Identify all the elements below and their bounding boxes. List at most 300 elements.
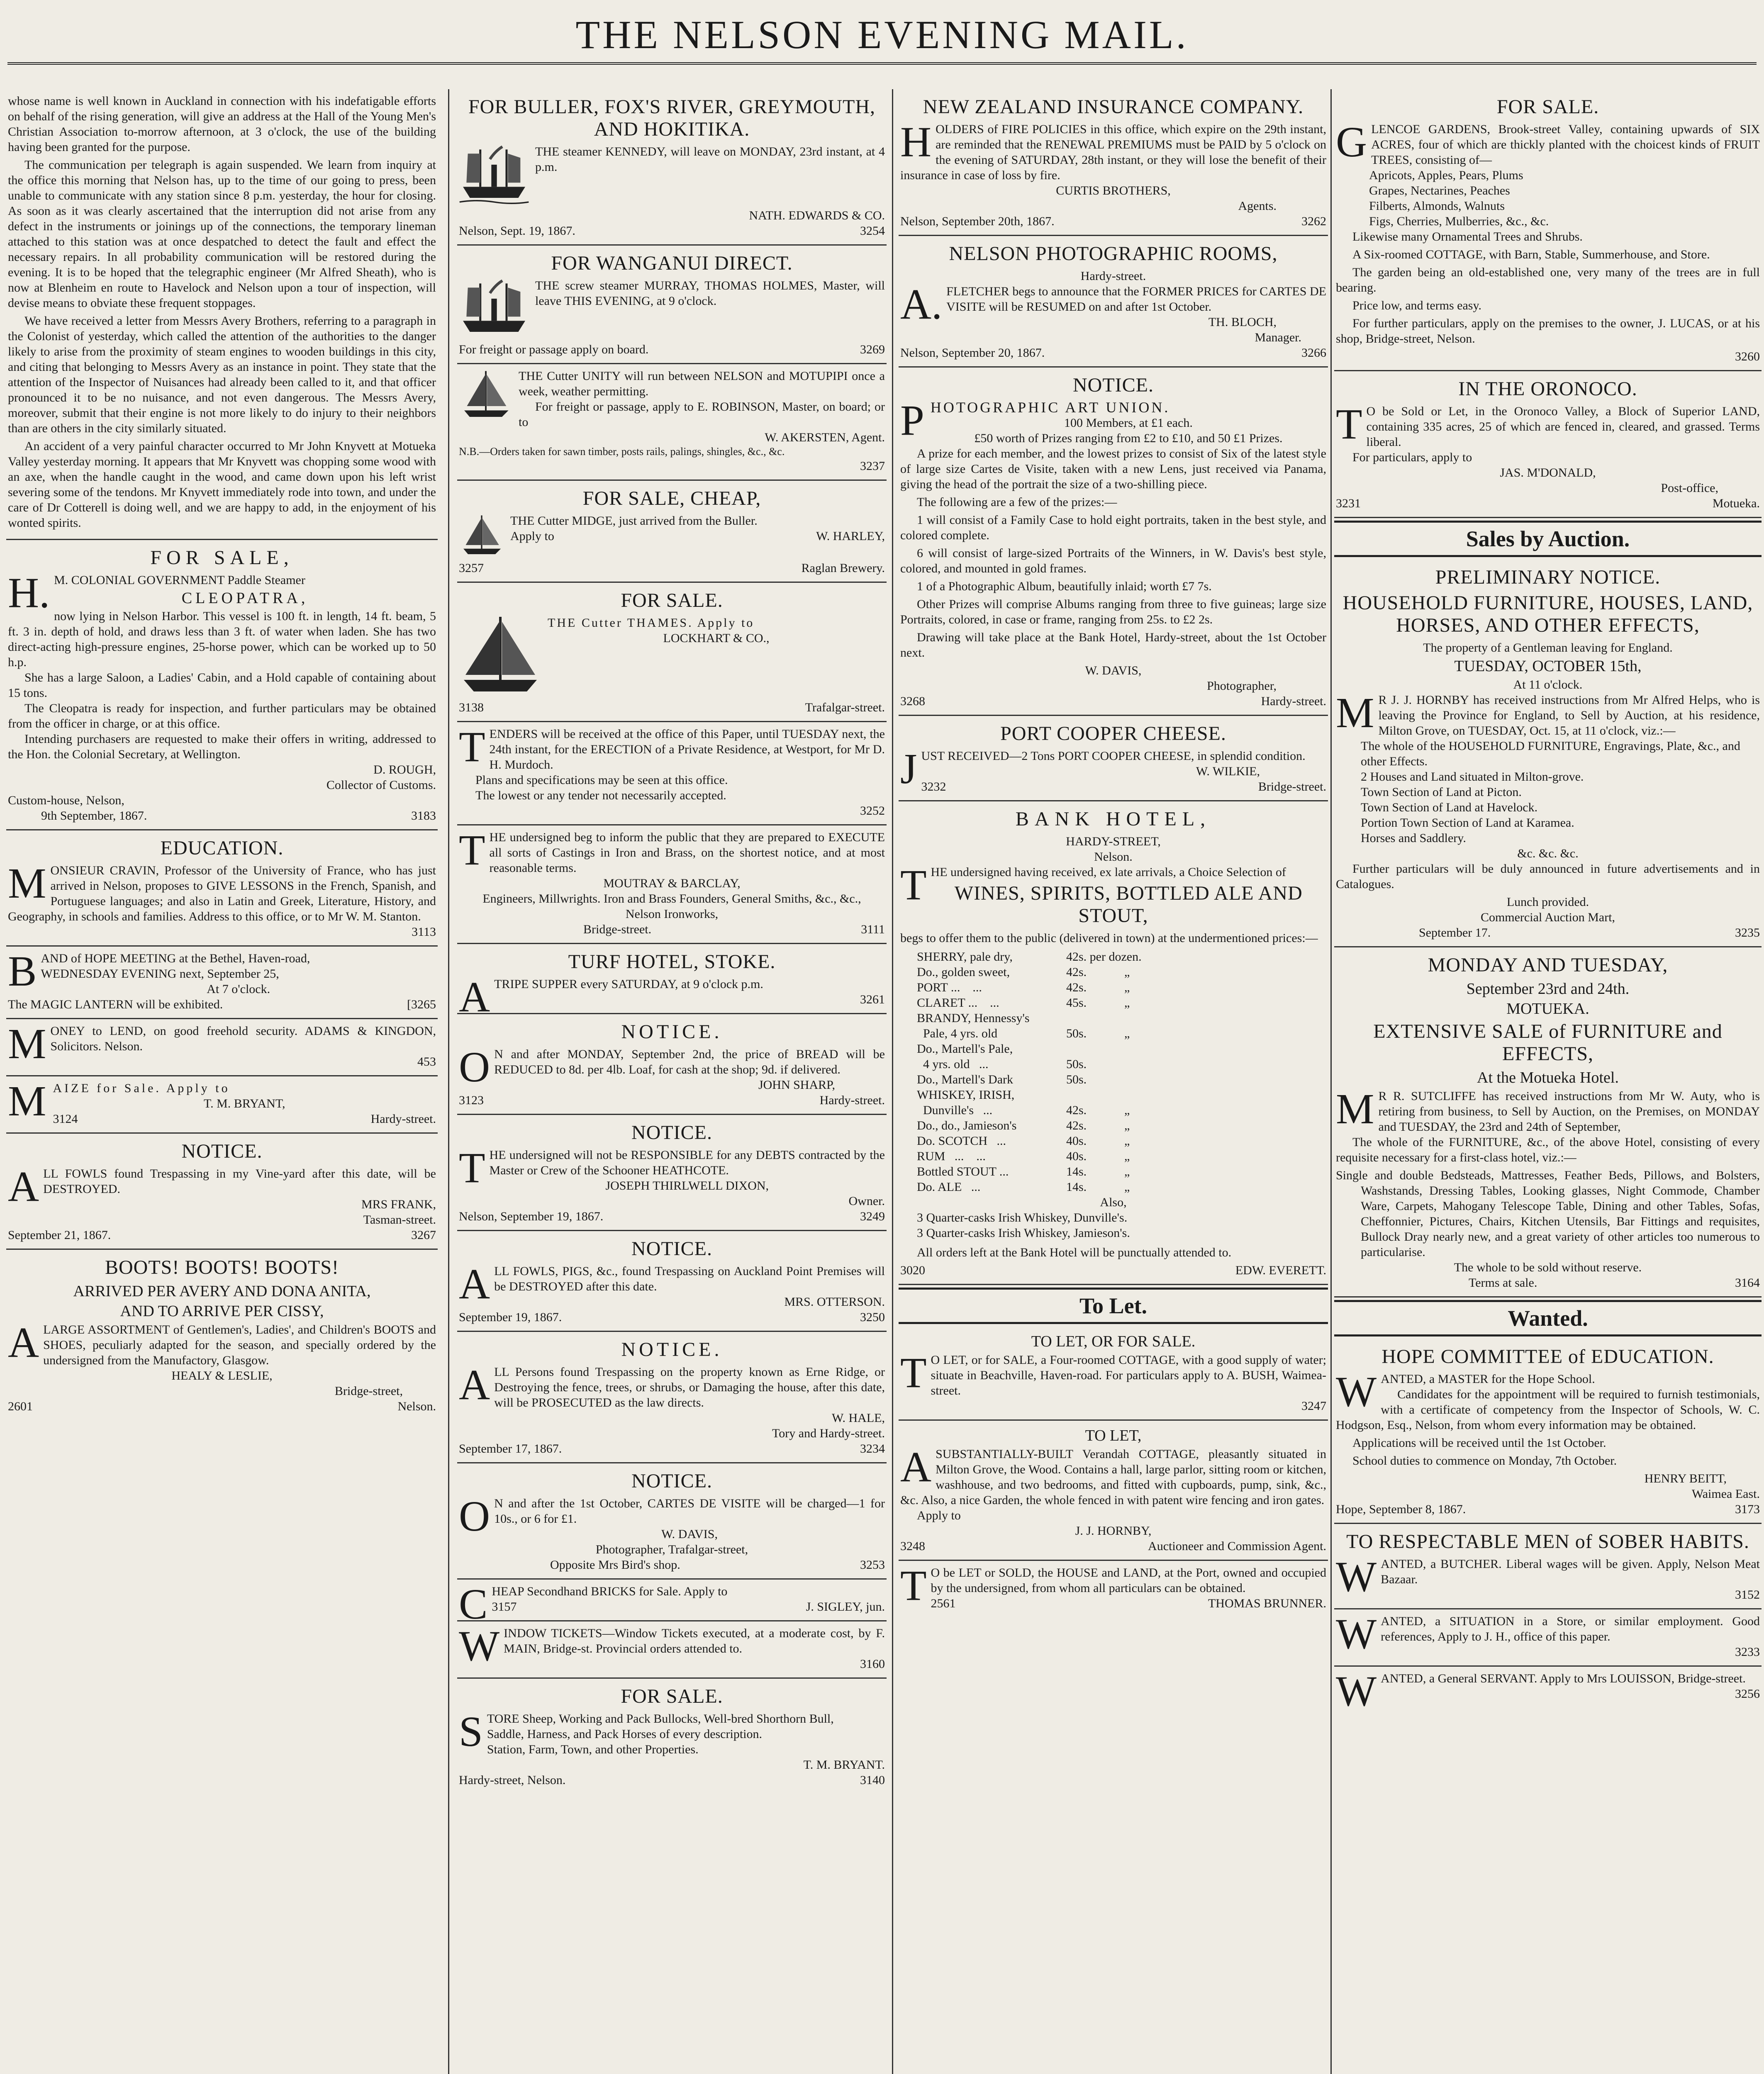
price-list-name: Do. SCOTCH ...	[917, 1134, 1006, 1148]
ad-bread	[457, 1014, 887, 1115]
ad-cartes	[457, 1463, 887, 1580]
ad-title: NEW ZEALAND INSURANCE COMPANY.	[923, 96, 1304, 118]
price-list-row	[917, 1118, 1326, 1133]
ad-title: HOPE COMMITTEE of EDUCATION.	[1381, 1346, 1714, 1368]
ad-signature: Nelson Ironworks,	[625, 907, 719, 921]
ad-body: WINDOW TICKETS—Window Tickets executed, at a moderate cost, by F. MAIN, Bridge-st. Provincial orders attended to.	[459, 1622, 885, 1670]
ad-body: ON and after the 1st October, CARTES DE VISITE will be charged—1 for 10s., or 6 for £1.	[459, 1492, 885, 1540]
ad-body: For freight or passage apply on board.	[459, 343, 649, 356]
ad-money	[6, 1019, 438, 1076]
ad-body: 1 of a Photographic Album, beautifully inlaid; worth £7 7s.	[917, 579, 1212, 593]
ad-body: ON and after MONDAY, September 2nd, the price of BREAD will be REDUCED to 8d. per 4lb. Loaf, for cash at the shop; 9d. if delivered.	[459, 1043, 885, 1091]
ad-number: 3248	[900, 1539, 925, 1553]
section-heading-to-let: To Let.	[899, 1288, 1328, 1324]
price-list-price	[1066, 1010, 1124, 1026]
ad-body: STORE Sheep, Working and Pack Bullocks, Well-bred Shorthorn Bull,	[459, 1708, 834, 1755]
ad-body: ATRIPE SUPPER every SATURDAY, at 9 o'clock p.m.	[459, 973, 763, 1021]
ad-body: A prize for each member, and the lowest prizes to consist of Six of the latest style of large size Cartes de Visite, taken with a new Lens, just received via Panama, giving the head of the portrait the size of a two-shilling piece.	[900, 447, 1326, 491]
section-heading-auctions: Sales by Auction.	[1334, 521, 1762, 557]
ad-number: 3183	[411, 809, 436, 823]
ad-date: September 21, 1867.	[8, 1228, 111, 1242]
ad-cleopatra	[6, 540, 438, 830]
ad-signature: W. AKERSTEN, Agent.	[765, 431, 885, 444]
ad-body: HOLDERS of FIRE POLICIES in this office, which expire on the 29th instant, are reminded that the RENEWAL PREMIUMS must be PAID by 5 o'clock on the evening of SATURDAY, 28th instant, or they will lose the benefit of their insurance in case of loss by fire.	[900, 118, 1326, 182]
ad-body: For further particulars, apply on the premises to the owner, J. LUCAS, or at his shop, Bridge-street, Nelson.	[1336, 316, 1760, 346]
ad-title: BOOTS! BOOTS! BOOTS!	[105, 1256, 339, 1278]
ad-body: Candidates for the appointment will be required to furnish testimonials, with a certificate of competency from the Inspector of Schools, W. C. Hodgson, Esq., Nelson, from whom every information may be obtained.	[1336, 1388, 1760, 1432]
ad-body: School duties to commence on Monday, 7th October.	[1352, 1454, 1617, 1468]
ad-signature: CURTIS BROTHERS,	[1056, 184, 1171, 197]
ad-body: WEDNESDAY EVENING next, September 25,	[41, 967, 279, 981]
ad-body: Plans and specifications may be seen at this office.	[475, 773, 728, 787]
ad-number: 3234	[860, 1442, 885, 1456]
ad-title: NELSON PHOTOGRAPHIC ROOMS,	[949, 243, 1278, 265]
ad-number: 3268	[900, 694, 925, 708]
ad-body: Intending purchasers are requested to make their offers in writing, addressed to the Hon. the Colonial Secretary, at Wellington.	[8, 732, 436, 761]
price-list-price: 50s.	[1066, 1027, 1087, 1040]
price-list-price: 14s.	[1066, 1180, 1087, 1194]
ad-body: Station, Farm, Town, and other Properties.	[487, 1743, 699, 1756]
ad-title: NOTICE.	[181, 1140, 263, 1162]
ad-signature: J. SIGLEY, jun.	[806, 1600, 885, 1614]
price-list-row	[917, 1041, 1326, 1056]
ad-title: FOR SALE.	[621, 589, 723, 611]
ad-cheese	[899, 716, 1328, 801]
ad-number: 3261	[860, 993, 885, 1006]
ad-body: 3 Quarter-casks Irish Whiskey, Jamieson's.	[917, 1226, 1130, 1240]
ad-signature: NATH. EDWARDS & CO.	[749, 209, 885, 222]
ad-signature: MRS FRANK,	[361, 1198, 436, 1211]
ad-butcher	[1334, 1524, 1762, 1609]
ad-number: 3140	[860, 1773, 885, 1787]
ad-subtitle: £50 worth of Prizes ranging from £2 to £10, and 50 £1 Prizes.	[974, 431, 1283, 445]
ad-number: 3266	[1301, 346, 1326, 360]
price-list-row	[917, 995, 1326, 1010]
ad-list-item: Filberts, Almonds, Walnuts	[1369, 199, 1505, 213]
ad-title: TO RESPECTABLE MEN of SOBER HABITS.	[1346, 1531, 1749, 1553]
ad-list-item: Portion Town Section of Land at Karamea.	[1361, 816, 1574, 830]
ad-wanganui	[457, 246, 887, 364]
ad-body: THE Cutter MIDGE, just arrived from the Buller.	[510, 514, 758, 528]
ad-number: 3252	[860, 804, 885, 818]
ad-title: NOTICE.	[631, 1238, 712, 1260]
ad-signature: W. WILKIE,	[1196, 764, 1260, 778]
ad-midge	[457, 481, 887, 583]
ad-signature: JOSEPH THIRLWELL DIXON,	[605, 1179, 769, 1193]
ad-title: FOR WANGANUI DIRECT.	[551, 252, 793, 274]
ad-body: Applications will be received until the 1st October.	[1352, 1436, 1606, 1450]
ad-notice-vineyard	[6, 1134, 438, 1250]
section-heading-wanted: Wanted.	[1334, 1300, 1762, 1336]
news-paragraph: We have received a letter from Messrs Avery Brothers, referring to a paragraph in the Colonist of yesterday, which called the attention of the authorities to the danger likely to arise from the proximity of steam engines to wooden buildings in this city, and citing that belonging to Messrs Avery as an instance in point. They state that the attention of the Inspector of Nuisances had already been called to it, and that officer pronounced it to be no nuisance, and not even dangerous. The Messrs Avery, moreover, submit that their engine is not more likely to do injury to their neighbors than are others in the city similarly situated.	[8, 314, 436, 435]
price-list-price: 45s.	[1066, 996, 1087, 1010]
ad-list-item: Apricots, Apples, Pears, Plums	[1369, 168, 1523, 182]
ad-title: FOR BULLER, FOX'S RIVER, GREYMOUTH, AND HOKITIKA.	[468, 96, 876, 140]
ad-body: TO LET, or for SALE, a Four-roomed COTTAGE, with a good supply of water; situate in Beachville, Haven-road. For particulars apply to A. BUSH, Waimea-street.	[900, 1349, 1326, 1397]
ad-body: MONSIEUR CRAVIN, Professor of the University of France, who has just arrived in Nelson, proposes to GIVE LESSONS in the French, Spanish, and Portuguese languages; and also in Latin and Greek, Literature, History, and Geography, in schools and families. Address to this office, or to Mr W. M. Stanton.	[8, 859, 436, 923]
ad-body: Apply to	[510, 529, 554, 543]
ad-signature: Opposite Mrs Bird's shop.	[550, 1558, 680, 1572]
ad-signature: HENRY BEITT,	[1644, 1472, 1727, 1485]
ad-body: MAIZE for Sale. Apply to	[8, 1077, 230, 1125]
price-list-name: PORT ... ...	[917, 981, 982, 994]
news-section	[6, 89, 438, 540]
cutter-icon	[459, 615, 542, 698]
ad-signature: LOCKHART & CO.,	[663, 631, 770, 645]
ad-insurance	[899, 89, 1328, 236]
price-list-price: 40s.	[1066, 1149, 1087, 1163]
ad-signature: MRS. OTTERSON.	[784, 1295, 885, 1309]
ad-body: 3 Quarter-casks Irish Whiskey, Dunville's.	[917, 1211, 1128, 1224]
ad-signature: Owner.	[848, 1194, 885, 1208]
ad-number: 3020	[900, 1263, 925, 1277]
ad-body: THE Cutter UNITY will run between NELSON and MOTUPIPI once a week, weather permitting.	[519, 369, 885, 398]
ad-moutray	[457, 825, 887, 944]
price-list-name: Do. ALE ...	[917, 1180, 981, 1194]
ad-place: Hardy-street.	[819, 1093, 885, 1107]
ad-oronoco	[1334, 371, 1762, 518]
ad-title: FOR SALE,	[150, 547, 294, 569]
price-list-row	[917, 1072, 1326, 1087]
ad-body: Commercial Auction Mart,	[1480, 910, 1615, 924]
ad-subtitle: ARRIVED PER AVERY AND DONA ANITA,	[73, 1283, 371, 1300]
ad-body: WANTED, a MASTER for the Hope School.	[1336, 1368, 1595, 1416]
price-list-q	[1124, 1041, 1326, 1056]
ad-number: 3249	[860, 1210, 885, 1223]
ad-bricks	[457, 1580, 887, 1628]
ad-body: Lunch provided.	[1506, 895, 1589, 909]
ad-subtitle: At 11 o'clock.	[1513, 678, 1583, 691]
price-list-q: „	[1124, 1180, 1130, 1194]
price-list-row	[917, 980, 1326, 995]
ad-hope-committee	[1334, 1339, 1762, 1524]
ad-body: Single and double Bedsteads, Mattresses, Feather Beds, Pillows, and Bolsters, Washstands, Dressing Tables, Looking glasses, Night Commode, Chamber Ware, Carpets, Mahogany Telescope Table, Dining and other Tables, Sofas, Cheffonnier, Pictures, Chairs, Kitchen Utensils, Bar Fittings and requisites, Bullock Dray nearly new, and a great variety of other articles too numerous to particularise.	[1336, 1168, 1760, 1259]
ad-body: Saddle, Harness, and Pack Horses of every description.	[487, 1727, 762, 1741]
ad-signature: T. M. BRYANT,	[204, 1097, 285, 1110]
ad-list-item: Figs, Cherries, Mulberries, &c., &c.	[1369, 214, 1549, 228]
ad-subtitle: At the Motueka Hotel.	[1477, 1069, 1619, 1086]
ad-number: 3257	[459, 561, 484, 575]
ad-body: Further particulars will be duly announced in future advertisements and in Catalogues.	[1336, 862, 1760, 891]
ad-maize	[6, 1076, 438, 1134]
ad-list-item: Horses and Saddlery.	[1361, 831, 1466, 845]
ad-unity	[457, 364, 887, 481]
ad-body: THE steamer KENNEDY, will leave on MONDAY, 23rd instant, at 4 p.m.	[535, 145, 885, 174]
ad-title: NOTICE.	[631, 1122, 712, 1144]
ad-body: The Cleopatra is ready for inspection, and further particulars may be obtained from the officer in charge, or at this office.	[8, 701, 436, 730]
ad-body: Other Prizes will comprise Albums ranging from three to five guineas; large size Portraits, colored, in case or frame, ranging from 25s. to £2 2s.	[900, 597, 1326, 626]
ad-body: WANTED, a SITUATION in a Store, or similar employment. Good references, Apply to J. H., office of this paper.	[1336, 1610, 1760, 1658]
ad-number: 3247	[1301, 1399, 1326, 1413]
price-list-row	[917, 1103, 1326, 1118]
ad-subtitle: Hardy-street.	[1080, 269, 1146, 283]
ad-debts	[457, 1115, 887, 1231]
price-list-row	[917, 1149, 1326, 1164]
ad-number: 3173	[1735, 1502, 1760, 1516]
ad-subtitle: Nelson.	[1094, 850, 1133, 864]
ad-body: The lowest or any tender not necessarily accepted.	[475, 789, 726, 802]
ad-signature: Collector of Customs.	[326, 778, 436, 792]
ad-place: Nelson.	[397, 1400, 436, 1413]
ad-list-item: Grapes, Nectarines, Peaches	[1369, 184, 1510, 197]
ad-body: Apply to	[917, 1509, 961, 1522]
ad-title: TO LET, OR FOR SALE.	[1031, 1333, 1196, 1350]
price-list-row	[917, 1133, 1326, 1149]
ad-subtitle: MOTUEKA.	[1506, 1000, 1589, 1018]
ad-body: TO be LET or SOLD, the HOUSE and LAND, at the Port, owned and occupied by the undersigned, from whom all particulars can be obtained.	[900, 1562, 1326, 1609]
price-list-q: „	[1124, 1165, 1130, 1178]
ad-number: 3231	[1336, 497, 1361, 510]
steamship-icon	[459, 144, 529, 206]
ad-body: N.B.—Orders taken for sawn timber, posts rails, palings, shingles, &c., &c.	[459, 445, 785, 458]
ad-body: GLENCOE GARDENS, Brook-street Valley, containing upwards of SIX ACRES, four of which are thickly planted with the choicest kinds of FRUIT TREES, consisting of—	[1336, 118, 1760, 167]
ad-body: She has a large Saloon, a Ladies' Cabin, and a Hold capable of containing about 15 tons.	[8, 671, 436, 700]
price-list-name: Bottled STOUT ...	[917, 1165, 1009, 1178]
ad-body: ASUBSTANTIALLY-BUILT Verandah COTTAGE, pleasantly situated in Milton Grove, the Wood. Contains a hall, large parlor, sitting room or kitchen, washhouse, and two bedrooms, and fitted with cupboards, pump, sink, &c., &c. Also, a nice Garden, the whole fenced in with patent wire fencing and iron gates.	[900, 1443, 1326, 1507]
masthead-rule	[7, 62, 1757, 65]
price-list-price: 42s.	[1066, 981, 1087, 994]
ad-turf-hotel	[457, 944, 887, 1021]
price-list-row	[917, 1056, 1326, 1072]
column-divider	[892, 89, 893, 2074]
ad-body: begs to offer them to the public (delivered in town) at the undermentioned prices:—	[900, 931, 1318, 945]
ad-signature: T. M. BRYANT.	[803, 1758, 885, 1772]
price-list-name: WHISKEY, IRISH,	[917, 1088, 1015, 1102]
price-list-q: „	[1124, 996, 1130, 1010]
ad-heading: PHOTOGRAPHIC ART UNION.	[900, 397, 1170, 444]
ad-body: WANTED, a General SERVANT. Apply to Mrs LOUISSON, Bridge-street.	[1336, 1667, 1746, 1715]
ad-number: 3250	[860, 1310, 885, 1324]
ad-body: All orders left at the Bank Hotel will be punctually attended to.	[917, 1246, 1232, 1259]
ad-body: MR J. J. HORNBY has received instructions from Mr Alfred Helps, who is leaving the Province for England, to Sell by Auction, at his residence, Milton Grove, on TUESDAY, Oct. 15, at 11 o'clock, viz.:—	[1336, 689, 1760, 738]
ad-body: At 7 o'clock.	[207, 982, 270, 996]
price-list-name: Do., Martell's Pale,	[917, 1042, 1013, 1056]
ad-signature: Post-office,	[1661, 481, 1718, 495]
ad-situation	[1334, 1609, 1762, 1667]
ad-tenders	[457, 722, 887, 825]
price-list-q: „	[1124, 1134, 1130, 1148]
ad-number: 2601	[8, 1400, 33, 1413]
ad-list-item: The whole of the HOUSEHOLD FURNITURE, Engravings, Plate, &c., and other Effects.	[1361, 739, 1740, 768]
cutter-icon	[459, 368, 513, 422]
ad-body: MR R. SUTCLIFFE has received instructions from Mr W. Auty, who is retiring from business, to Sell by Auction, on the Premises, on MONDAY and TUESDAY, the 23rd and 24th of September,	[1336, 1085, 1760, 1134]
ad-number: [3265	[407, 998, 436, 1011]
ad-house-and-land	[899, 1561, 1328, 1617]
ad-signature: Photographer, Trafalgar-street,	[595, 1543, 748, 1556]
price-list-name: Do., do., Jamieson's	[917, 1119, 1017, 1132]
ad-number: 3124	[53, 1112, 78, 1126]
ad-number: 3254	[860, 224, 885, 238]
price-list-q: „	[1124, 965, 1130, 979]
ad-title: TO LET,	[1085, 1427, 1142, 1444]
price-list-price: 50s.	[1066, 1073, 1087, 1086]
ad-boots	[6, 1250, 438, 1420]
price-list-name: Do., Martell's Dark	[917, 1073, 1014, 1086]
ad-body: Likewise many Ornamental Trees and Shrubs.	[1352, 230, 1583, 243]
ad-body: ALL FOWLS found Trespassing in my Vine-yard after this date, will be DESTROYED.	[8, 1163, 436, 1210]
ad-body: MONEY to LEND, on good freehold security. ADAMS & KINGDON, Solicitors. Nelson.	[8, 1020, 436, 1068]
ad-place: Bridge-street,	[334, 1384, 403, 1398]
ad-subtitle: The property of a Gentleman leaving for England.	[1423, 641, 1673, 655]
news-paragraph: The communication per telegraph is again suspended. We learn from inquiry at the office this morning that Nelson has, up to the time of our going to press, been unable to communicate with any station since 8 p.m. yesterday, the hour for closing. As soon as it was clearly ascertained that the interruption did not arise from any defect in the instruments or joinings up of the connections, the temporary lineman attached to this station was at once despatched to detect the fault and effect the necessary repairs. In all probability communication will be restored during the evening. It is to be hoped that the telegraphic engineer (Mr Alfred Sheath), who is now at Blenheim en route to Havelock and Nelson upon a tour of inspection, will devise means to obviate these frequent stoppages.	[8, 158, 436, 310]
column-2	[457, 89, 887, 2074]
price-list-price: 42s.	[1066, 1103, 1087, 1117]
ad-title: TURF HOTEL, STOKE.	[568, 951, 776, 973]
ad-store-sheep	[457, 1679, 887, 1794]
ad-number: 3237	[860, 459, 885, 473]
ad-signature: J. J. HORNBY,	[1075, 1524, 1152, 1538]
ad-title: BANK HOTEL,	[1015, 808, 1211, 830]
ad-photo-rooms	[899, 236, 1328, 368]
ad-body: Drawing will take place at the Bank Hotel, Hardy-street, about the 1st October next.	[900, 630, 1326, 660]
ad-signature: Agents.	[1238, 199, 1277, 213]
ad-number: 3113	[412, 925, 436, 939]
ad-place: Bridge-street.	[583, 923, 652, 936]
price-list-name: Do., golden sweet,	[917, 965, 1010, 979]
ad-body: now lying in Nelson Harbor. This vessel is 100 ft. in length, 14 ft. beam, 5 ft. 3 in. depth of hold, and draws less than 3 ft. of water when laden. She has two direct-acting high-pressure engines, 25-horse power, which can be worked up to 50 h.p.	[8, 609, 436, 669]
ad-place: Custom-house, Nelson,	[8, 794, 124, 807]
ad-signature: MOUTRAY & BARCLAY,	[603, 876, 741, 890]
newspaper-title: THE NELSON EVENING MAIL.	[575, 12, 1189, 57]
ad-place: Tasman-street.	[363, 1213, 436, 1227]
ad-subtitle: HARDY-STREET,	[1066, 835, 1161, 848]
ad-number: 3111	[861, 923, 885, 936]
ad-to-let-or-sale	[899, 1327, 1328, 1421]
ad-title: NOTICE.	[621, 1021, 723, 1043]
price-list-price	[1066, 1087, 1124, 1103]
ad-body: ALARGE ASSORTMENT of Gentlemen's, Ladies', and Children's BOOTS and SHOES, peculiarly adapted for the season, and specially ordered by the undersigned from the Manufactory, Glasgow.	[8, 1319, 436, 1367]
ad-number: 3123	[459, 1093, 484, 1107]
price-list-name: Pale, 4 yrs. old	[917, 1027, 998, 1040]
ad-signature: Engineers, Millwrights. Iron and Brass Founders, General Smiths, &c., &c.,	[482, 892, 861, 906]
ad-place: Raglan Brewery.	[801, 561, 885, 575]
ad-title: EDUCATION.	[160, 837, 284, 859]
price-list-q	[1124, 1087, 1326, 1103]
ad-preliminary-notice	[1334, 560, 1762, 947]
ad-number: 3152	[1735, 1588, 1760, 1602]
ad-body: H.M. COLONIAL GOVERNMENT Paddle Steamer	[8, 569, 305, 617]
ad-date: September 19, 1867.	[459, 1310, 562, 1324]
ad-body: THE undersigned will not be RESPONSIBLE for any DEBTS contracted by the Master or Crew of the Schooner HEATHCOTE.	[459, 1144, 885, 1192]
ad-body: The whole of the FURNITURE, &c., of the above Hotel, consisting of every requisite necessary for a first-class hotel, viz.:—	[1336, 1135, 1760, 1164]
ad-fowls	[457, 1231, 887, 1332]
ad-window-tickets	[457, 1621, 887, 1679]
ad-number: 3138	[459, 701, 484, 714]
news-paragraph: whose name is well known in Auckland in connection with his indefatigable efforts on behalf of the rising generation, will give an address at the Hall of the Young Men's Christian Association to-morrow afternoon, at 3 o'clock, the use of the building having been granted for the purpose.	[8, 94, 436, 154]
price-list-name: 4 yrs. old ...	[917, 1057, 989, 1071]
ad-title: NOTICE.	[621, 1339, 723, 1361]
ad-body: THE undersigned beg to inform the public that they are prepared to EXECUTE all sorts of Castings in Iron and Brass, on the shortest notice, and at most reasonable terms.	[459, 826, 885, 875]
price-list-row	[917, 1010, 1326, 1026]
ad-body: For freight or passage, apply to E. ROBINSON, Master, on board; or to	[519, 400, 885, 429]
ad-title: FOR SALE.	[621, 1685, 723, 1707]
ad-signature: Manager.	[1255, 331, 1301, 344]
ad-title: NOTICE.	[631, 1470, 712, 1492]
ad-body: A.FLETCHER begs to announce that the FORMER PRICES for CARTES DE VISITE will be RESUMED on and after 1st October.	[900, 280, 1326, 328]
ad-signature: D. ROUGH,	[373, 763, 436, 777]
ad-signature: W. HARLEY,	[816, 529, 885, 543]
price-list-row	[917, 1026, 1326, 1041]
ad-band-of-hope	[6, 947, 438, 1019]
price-list	[900, 949, 1326, 1195]
price-list-price: 14s.	[1066, 1165, 1087, 1178]
ad-date: 9th September, 1867.	[41, 809, 147, 823]
ad-title: FOR SALE, CHEAP,	[582, 487, 761, 509]
ad-date-heading: TUESDAY, OCTOBER 15th,	[1454, 657, 1642, 675]
ad-body: ALL Persons found Trespassing on the property known as Erne Ridge, or Destroying the fence, trees, or shrubs, or Damaging the house, after this date, will be PROSECUTED as the law directs.	[459, 1361, 885, 1409]
ad-heading: HOUSEHOLD FURNITURE, HOUSES, LAND, HORSES, AND OTHER EFFECTS,	[1342, 592, 1753, 636]
ad-body: Terms at sale.	[1469, 1276, 1537, 1290]
price-list-price: 42s. per dozen.	[1066, 950, 1142, 964]
ad-body: THE Cutter THAMES. Apply to	[548, 616, 755, 630]
ad-signature: W. HALE,	[831, 1411, 885, 1425]
price-list-q: „	[1124, 1027, 1130, 1040]
ad-number: 3267	[411, 1228, 436, 1242]
ad-servant	[1334, 1667, 1762, 1715]
price-list-q	[1124, 1056, 1326, 1072]
ad-body: THE undersigned having received, ex late arrivals, a Choice Selection of	[900, 861, 1286, 909]
ad-place: Trafalgar-street.	[805, 701, 885, 714]
price-list-name: RUM ... ...	[917, 1149, 986, 1163]
ad-subtitle: AND TO ARRIVE PER CISSY,	[120, 1302, 324, 1320]
ad-body: Price low, and terms easy.	[1352, 299, 1482, 312]
price-list-price: 42s.	[1066, 1119, 1087, 1132]
column-divider	[448, 89, 449, 2074]
ad-place: Motueka.	[1712, 497, 1760, 510]
ad-body: BAND of HOPE MEETING at the Bethel, Haven-road,	[8, 947, 310, 995]
ad-art-union	[899, 368, 1328, 716]
ad-body: The MAGIC LANTERN will be exhibited.	[8, 998, 223, 1011]
price-list-q	[1124, 949, 1326, 964]
ad-date: Nelson, September 19, 1867.	[459, 1210, 604, 1223]
ad-signature: TH. BLOCH,	[1208, 315, 1277, 329]
price-list-name: Dunville's ...	[917, 1103, 993, 1117]
ad-date: Hope, September 8, 1867.	[1336, 1502, 1466, 1516]
ad-list-item: 2 Houses and Land situated in Milton-grove.	[1361, 770, 1584, 784]
ad-number: 3269	[860, 343, 885, 356]
ad-place: Hardy-street.	[370, 1112, 436, 1126]
price-list-price: 40s.	[1066, 1134, 1087, 1148]
price-list-name: SHERRY, pale dry,	[917, 950, 1013, 964]
ship-name: CLEOPATRA,	[181, 589, 309, 607]
ad-place: Bridge-street.	[1258, 780, 1326, 794]
ad-title: MONDAY AND TUESDAY,	[1428, 954, 1668, 976]
price-list-q	[1124, 1072, 1326, 1087]
ad-signature: EDW. EVERETT.	[1235, 1263, 1326, 1277]
ad-signature: W. DAVIS,	[1085, 664, 1142, 677]
column-1	[6, 89, 438, 2074]
column-4	[1334, 89, 1762, 2074]
price-list-q	[1124, 1010, 1326, 1026]
column-divider	[1330, 89, 1332, 2074]
price-list-name: CLARET ... ...	[917, 996, 999, 1010]
ad-bank-hotel	[899, 801, 1328, 1285]
ad-to-let-cottage	[899, 1421, 1328, 1561]
ad-date: September 17.	[1419, 926, 1491, 940]
ad-date: Nelson, Sept. 19, 1867.	[459, 224, 575, 238]
ad-signature: JAS. M'DONALD,	[1500, 466, 1596, 480]
ad-signature: Tory and Hardy-street.	[772, 1426, 885, 1440]
steamship-icon	[459, 278, 529, 340]
price-list-row	[917, 1179, 1326, 1195]
price-list-row	[917, 964, 1326, 980]
ad-signature: Photographer,	[1207, 679, 1277, 693]
ad-signature: Waimea East.	[1691, 1487, 1760, 1501]
price-list-q: „	[1124, 1103, 1130, 1117]
ad-title: PORT COOPER CHEESE.	[1000, 723, 1226, 745]
ad-list-item: &c. &c. &c.	[1517, 847, 1579, 860]
ad-body: 6 will consist of large-sized Portraits of the Winners, in W. Davis's best style, colored, and mounted in gold frames.	[900, 546, 1326, 575]
